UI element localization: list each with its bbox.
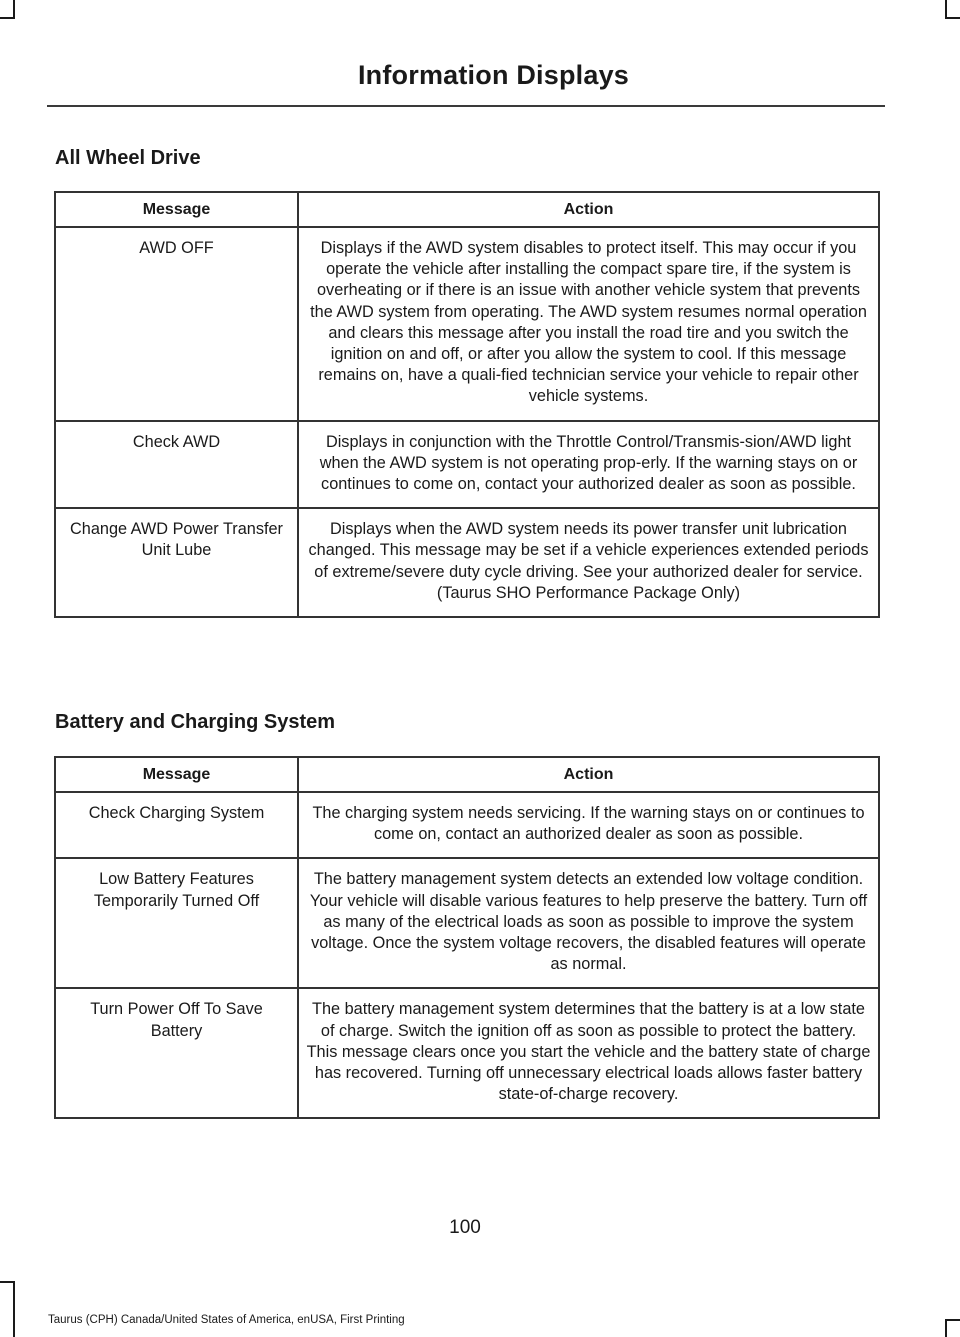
message-cell: Change AWD Power Transfer Unit Lube bbox=[55, 508, 298, 617]
crop-mark bbox=[945, 0, 947, 18]
table-row bbox=[55, 792, 879, 858]
message-cell: Low Battery Features Temporarily Turned Off bbox=[55, 858, 298, 988]
action-cell: Displays when the AWD system needs its power transfer unit lubrication changed. This message may be set if a vehicle experiences extended periods of extreme/severe duty cycle driving. See your authorized dealer for service. (Taurus SHO Performance Package Only) bbox=[298, 508, 879, 617]
crop-mark bbox=[945, 17, 960, 19]
table-row bbox=[55, 227, 879, 421]
action-cell: The battery management system detects an extended low voltage condition. Your vehicle will disable various features to help preserve the battery. Turn off as many of the electrical loads as soon as possible to improve the system voltage. Once the system voltage recovers, the disabled features will operate as normal. bbox=[298, 858, 879, 988]
crop-mark bbox=[945, 1319, 960, 1321]
action-cell: Displays if the AWD system disables to protect itself. This may occur if you operate the vehicle after installing the compact spare tire, if the system is overheating or if there is an issue with another vehicle system that prevents the AWD system from operating. The AWD system resumes normal operation and clears this message after you install the road tire and you switch the ignition on and off, or after you allow the system to cool. If this message remains on, have a quali-fied technician service your vehicle to repair other vehicle systems. bbox=[298, 227, 879, 421]
header-rule bbox=[47, 105, 885, 107]
action-cell: The charging system needs servicing. If the warning stays on or continues to come on, contact an authorized dealer as soon as possible. bbox=[298, 792, 879, 858]
column-header-message: Message bbox=[55, 757, 298, 792]
column-header-message: Message bbox=[55, 192, 298, 227]
awd-messages-table bbox=[54, 191, 880, 618]
crop-mark bbox=[0, 1281, 15, 1283]
table-row bbox=[55, 988, 879, 1118]
crop-mark bbox=[0, 17, 15, 19]
page-number: 100 bbox=[449, 1217, 481, 1238]
column-header-action: Action bbox=[298, 192, 879, 227]
section-title-battery-charging: Battery and Charging System bbox=[55, 711, 336, 733]
crop-mark bbox=[13, 0, 15, 18]
table-row bbox=[55, 508, 879, 617]
section-title-all-wheel-drive: All Wheel Drive bbox=[55, 147, 201, 169]
message-cell: Turn Power Off To Save Battery bbox=[55, 988, 298, 1118]
crop-mark bbox=[945, 1320, 947, 1337]
action-cell: Displays in conjunction with the Throttle Control/Transmis-sion/AWD light when the AWD system is not operating prop-erly. If the warning stays on or continues to come on, contact your authorized dealer as soon as possible. bbox=[298, 421, 879, 509]
message-cell: Check Charging System bbox=[55, 792, 298, 858]
table-header-row bbox=[55, 757, 879, 792]
crop-mark bbox=[13, 1282, 15, 1337]
table-header-row bbox=[55, 192, 879, 227]
message-cell: AWD OFF bbox=[55, 227, 298, 421]
page-header-title: Information Displays bbox=[357, 60, 629, 90]
footer-publication-info: Taurus (CPH) Canada/United States of America, enUSA, First Printing bbox=[48, 1314, 405, 1326]
action-cell: The battery management system determines that the battery is at a low state of charge. Switch the ignition off as soon as possible to protect the battery. This message clears once you start the vehicle and the battery state of charge has recovered. Turning off unnecessary electrical loads allows faster battery state-of-charge recovery. bbox=[298, 988, 879, 1118]
message-cell: Check AWD bbox=[55, 421, 298, 509]
table-row bbox=[55, 421, 879, 509]
table-row bbox=[55, 858, 879, 988]
column-header-action: Action bbox=[298, 757, 879, 792]
battery-messages-table bbox=[54, 756, 880, 1119]
